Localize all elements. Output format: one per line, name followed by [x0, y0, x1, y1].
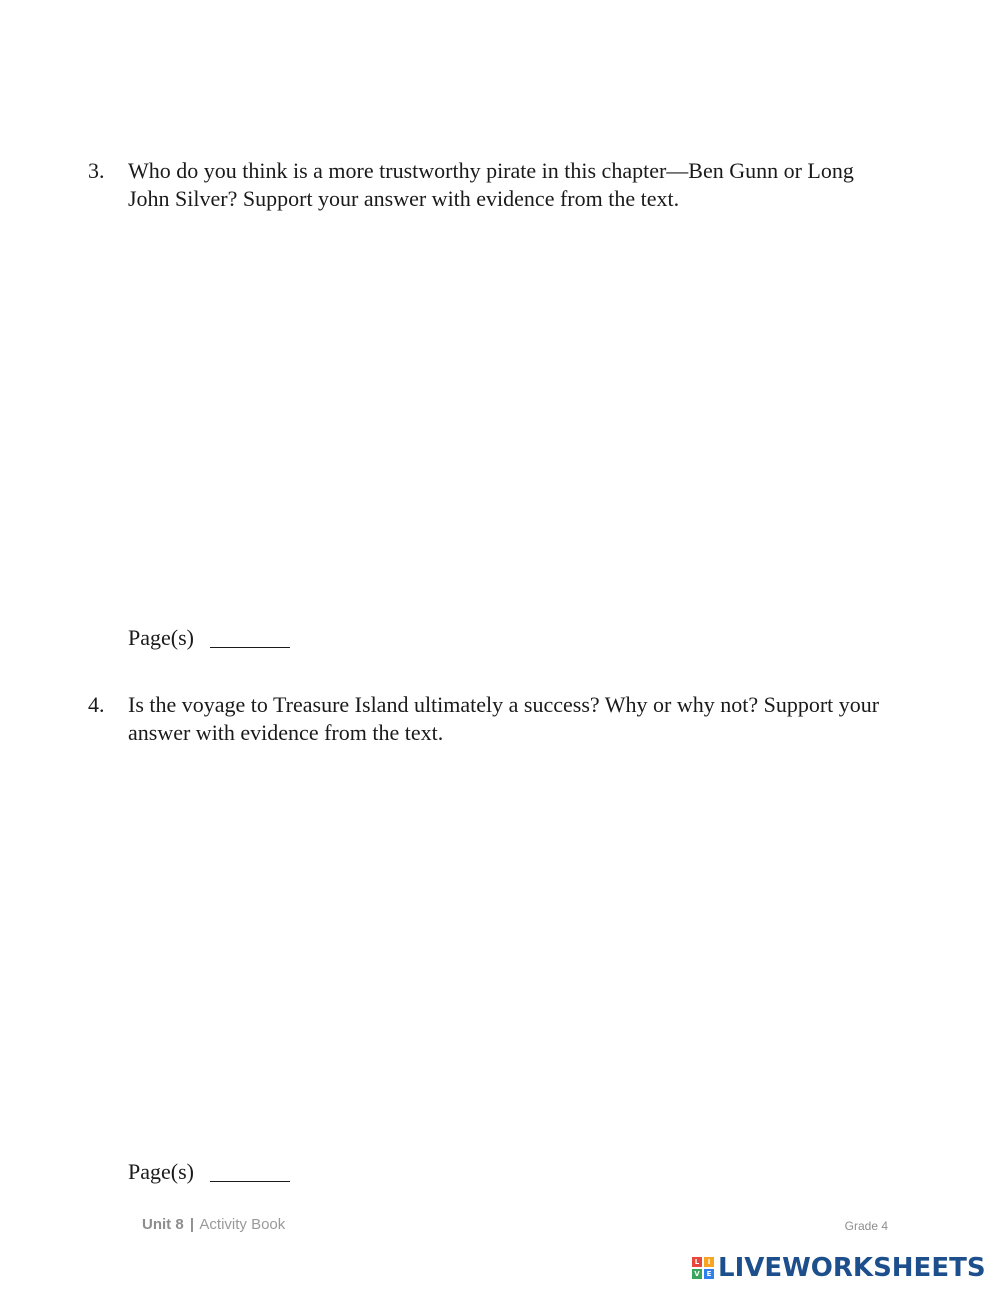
liveworksheets-logo — [692, 1253, 986, 1283]
footer-unit-book — [142, 1216, 285, 1233]
logo-letter: V — [692, 1269, 702, 1279]
question-text — [128, 157, 908, 213]
answer-area-3[interactable] — [128, 222, 908, 612]
pages-blank-line[interactable] — [210, 647, 290, 648]
question-3 — [88, 157, 908, 213]
question-text-line: Who do you think is a more trustworthy pirate in this chapter—Ben Gunn or Long — [128, 158, 854, 183]
pages-label: Page(s) — [128, 1159, 194, 1184]
question-text-line: John Silver? Support your answer with evidence from the text. — [128, 186, 680, 211]
logo-letter: L — [692, 1257, 702, 1267]
answer-area-4[interactable] — [128, 756, 908, 1146]
logo-letter: E — [704, 1269, 714, 1279]
question-4 — [88, 691, 908, 747]
pages-blank-line[interactable] — [210, 1181, 290, 1182]
pages-field-3 — [128, 624, 290, 652]
pages-label: Page(s) — [128, 625, 194, 650]
pages-field-4 — [128, 1158, 290, 1186]
brand-name: LIVEWORKSHEETS — [718, 1253, 986, 1283]
logo-letter: I — [704, 1257, 714, 1267]
question-text-line: Is the voyage to Treasure Island ultimately a success? Why or why not? Support your — [128, 692, 880, 717]
question-text-line: answer with evidence from the text. — [128, 720, 444, 745]
footer-separator: | — [189, 1216, 195, 1233]
question-number: 4. — [88, 692, 105, 717]
logo-icon — [692, 1257, 714, 1279]
footer-book: Activity Book — [199, 1216, 286, 1233]
question-text — [128, 691, 908, 747]
footer-grade: Grade 4 — [844, 1219, 888, 1233]
footer-unit: Unit 8 — [142, 1216, 184, 1233]
question-number: 3. — [88, 158, 105, 183]
